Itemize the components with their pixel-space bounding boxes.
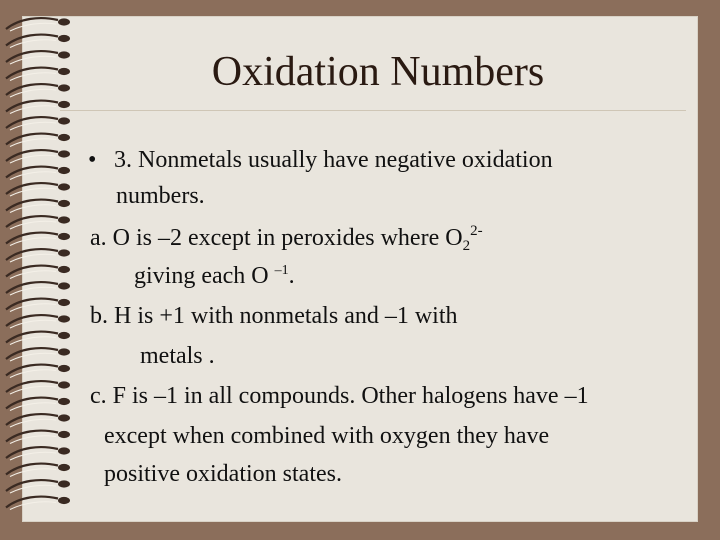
text-line-6: metals . bbox=[140, 343, 215, 369]
subscript: 2 bbox=[462, 238, 471, 254]
text-segment: . bbox=[288, 263, 295, 289]
text-line-3 bbox=[90, 223, 483, 254]
text-line-5: b. H is +1 with nonmetals and –1 with bbox=[90, 303, 458, 329]
text-line-2: numbers. bbox=[116, 183, 205, 209]
text-segment: giving each O bbox=[134, 263, 275, 289]
text-line-4 bbox=[134, 264, 295, 288]
text-line-8: except when combined with oxygen they have bbox=[104, 423, 550, 449]
text-line-7: c. F is –1 in all compounds. Other halogens have –1 bbox=[90, 383, 589, 409]
superscript: 2- bbox=[470, 223, 483, 239]
bullet-icon: • bbox=[88, 147, 97, 173]
text-line-9: positive oxidation states. bbox=[104, 461, 342, 487]
bullet-line-1 bbox=[88, 148, 553, 172]
text-line: 3. Nonmetals usually have negative oxidation bbox=[114, 147, 553, 173]
text-segment: a. O is –2 except in peroxides where O bbox=[90, 225, 463, 251]
superscript: –1 bbox=[274, 263, 289, 278]
slide-title: Oxidation Numbers bbox=[211, 49, 545, 95]
